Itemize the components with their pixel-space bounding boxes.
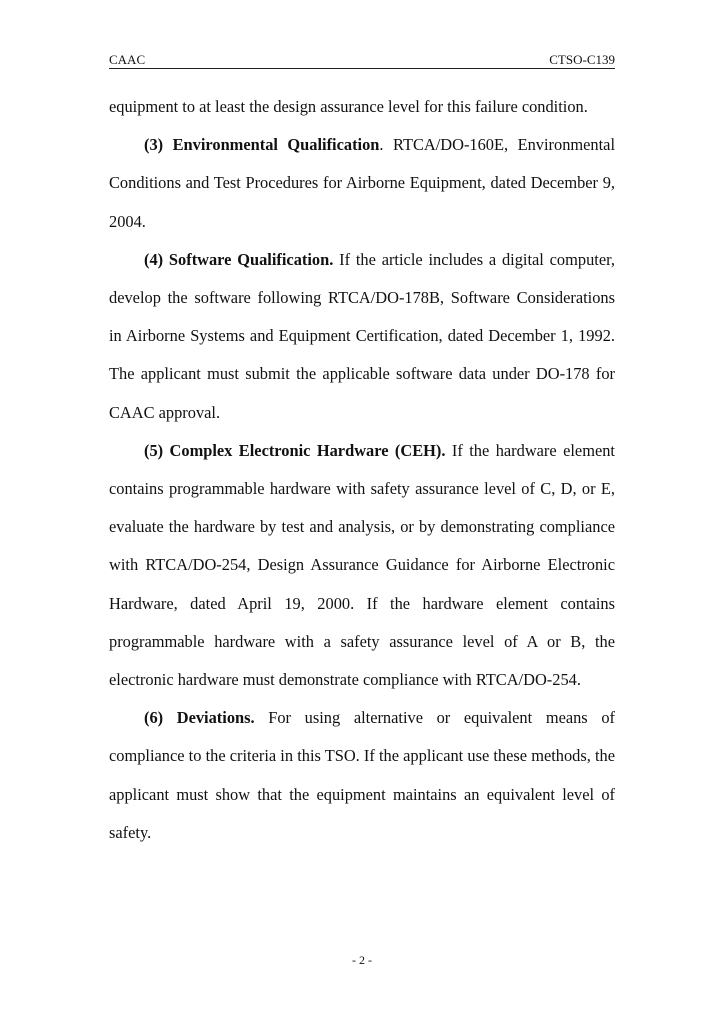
paragraph-deviations — [109, 699, 615, 852]
header-organization: CAAC — [109, 52, 146, 67]
paragraph-environmental-qualification — [109, 126, 615, 241]
paragraph-heading: (3) Environmental Qualification — [144, 135, 380, 155]
paragraph-heading: (4) Software Qualification. — [144, 249, 334, 269]
header-document-id: CTSO-C139 — [549, 52, 615, 67]
paragraph-text: If the article includes a digital computer, develop the software following RTCA/DO-178B, Software Considerations in Airborne Systems and Equipment Certification, dated December 1, 1992. The applicant must submit the applicable software data under DO-178 for CAAC approval. — [109, 249, 615, 422]
paragraph-heading: (6) Deviations. — [144, 708, 255, 728]
paragraph-text: equipment to at least the design assurance level for this failure condition. — [109, 97, 588, 116]
paragraph-text: For using alternative or equivalent means of compliance to the criteria in this TSO. If the applicant use these methods, the applicant must show that the equipment maintains an equivalent level of safety. — [109, 708, 615, 842]
paragraph-continuation — [109, 88, 615, 126]
page-number: - 2 - — [352, 953, 372, 967]
paragraph-software-qualification — [109, 241, 615, 432]
paragraph-text: If the hardware element contains programmable hardware with safety assurance level of C, D, or E, evaluate the hardware by test and analysis, or by demonstrating compliance with RTCA/DO-254, Design Assurance Guidance for Airborne Electronic Hardware, dated April 19, 2000. If the hardware element contains programmable hardware with a safety assurance level of A or B, the electronic hardware must demonstrate compliance with RTCA/DO-254. — [109, 440, 615, 690]
document-body — [109, 88, 615, 852]
page-header — [109, 50, 615, 69]
paragraph-text: . RTCA/DO-160E, Environmental Conditions and Test Procedures for Airborne Equipment, dated December 9, 2004. — [109, 135, 615, 231]
paragraph-complex-electronic-hardware — [109, 432, 615, 699]
paragraph-heading: (5) Complex Electronic Hardware (CEH). — [144, 440, 446, 460]
